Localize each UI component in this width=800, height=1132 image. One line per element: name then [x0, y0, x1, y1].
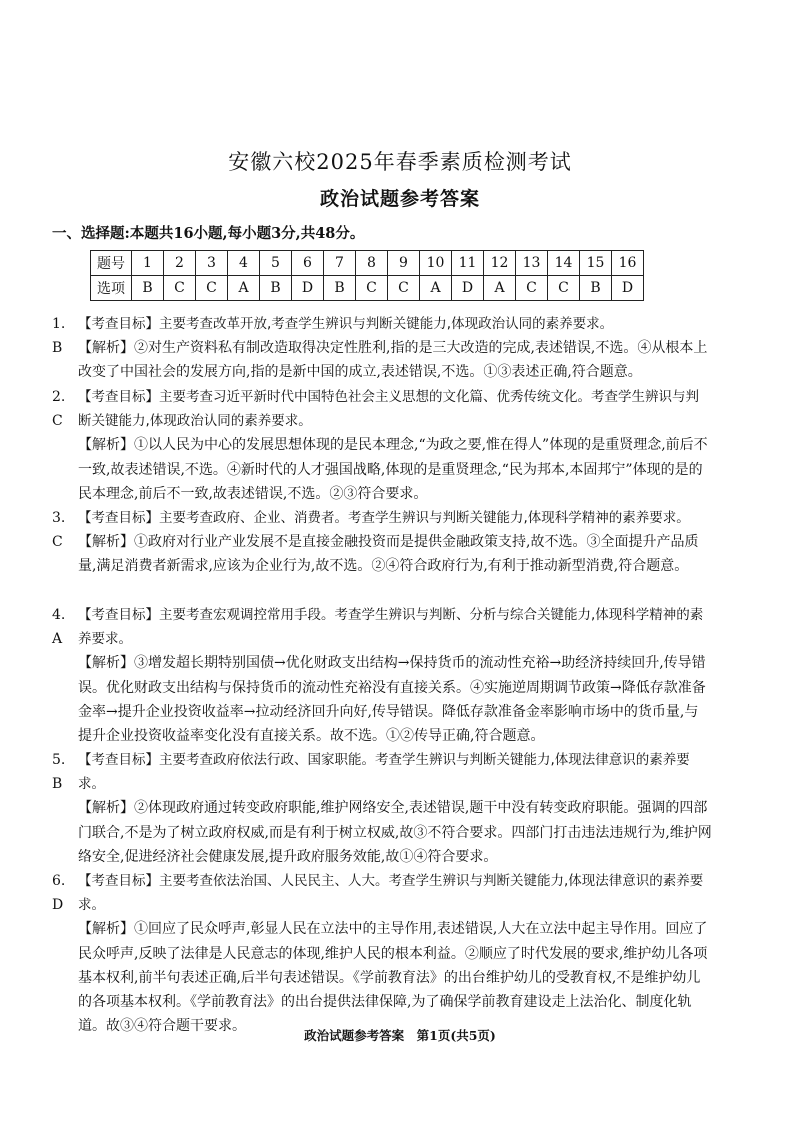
item-goal: 【考查目标】主要考查改革开放,考查学生辨识与判断关键能力,体现政治认同的素养要求。 — [78, 316, 614, 332]
question-number: 16 — [612, 251, 644, 276]
answer-letter: C — [164, 276, 196, 301]
item-goal: 【考查目标】主要考查依法治国、人民民主、人大。考查学生辨识与判断关键能力,体现法律意识的素养要求。 — [78, 873, 704, 914]
item-number: 1. B — [52, 316, 66, 357]
answer-table — [90, 250, 644, 301]
answer-letter: C — [548, 276, 580, 301]
table-row-label: 题号 — [91, 251, 132, 276]
question-number: 9 — [388, 251, 420, 276]
question-number: 8 — [356, 251, 388, 276]
question-number: 5 — [260, 251, 292, 276]
item-number: 6. D — [52, 873, 66, 914]
answer-letter: A — [228, 276, 260, 301]
answer-item-6 — [52, 869, 712, 1038]
page-footer: 政治试题参考答案 第1页(共5页) — [304, 1028, 496, 1043]
page-title: 安徽六校2025年春季素质检测考试 — [228, 150, 572, 174]
answer-table-answer-row — [91, 276, 644, 301]
question-number: 6 — [292, 251, 324, 276]
answer-letter: C — [356, 276, 388, 301]
item-number: 3. C — [52, 510, 66, 551]
answer-letter: C — [516, 276, 548, 301]
page-subtitle: 政治试题参考答案 — [319, 188, 480, 210]
answer-letter: B — [132, 276, 164, 301]
item-number: 2. C — [52, 389, 66, 430]
question-number: 13 — [516, 251, 548, 276]
answer-letter: A — [420, 276, 452, 301]
question-number: 4 — [228, 251, 260, 276]
answer-letter: D — [292, 276, 324, 301]
table-row-label: 选项 — [91, 276, 132, 301]
question-number: 15 — [580, 251, 612, 276]
answer-letter: D — [452, 276, 484, 301]
item-analysis: 【解析】②体现政府通过转变政府职能,维护网络安全,表述错误,题干中没有转变政府职能。强调的四部门联合,不是为了树立政府权威,而是有利于树立权威,故③不符合要求。四部门打击违法违规行为,维护网络安全,促进经济社会健康发展,提升政府服务效能,故①④符合要求。 — [78, 800, 712, 865]
answer-table-number-row — [91, 251, 644, 276]
item-goal: 【考查目标】主要考查习近平新时代中国特色社会主义思想的文化篇、优秀传统文化。考查学生辨识与判断关键能力,体现政治认同的素养要求。 — [78, 389, 699, 430]
question-number: 1 — [132, 251, 164, 276]
item-goal: 【考查目标】主要考查宏观调控常用手段。考查学生辨识与判断、分析与综合关键能力,体现科学精神的素养要求。 — [78, 607, 704, 648]
question-number: 11 — [452, 251, 484, 276]
question-number: 7 — [324, 251, 356, 276]
item-analysis: 【解析】③增发超长期特别国债→优化财政支出结构→保持货币的流动性充裕→助经济持续回升,传导错误。优化财政支出结构与保持货币的流动性充裕没有直接关系。④实施逆周期调节政策→降低存款准备金率→提升企业投资收益率→拉动经济回升向好,传导错误。降低存款准备金率影响市场中的货币量,与提升企业投资收益率变化没有直接关系。故不选。①②传导正确,符合题意。 — [78, 655, 706, 745]
question-number: 10 — [420, 251, 452, 276]
item-goal: 【考查目标】主要考查政府依法行政、国家职能。考查学生辨识与判断关键能力,体现法律意识的素养要求。 — [78, 752, 690, 793]
item-number: 5. B — [52, 752, 66, 793]
item-analysis: 【解析】①以人民为中心的发展思想体现的是民本理念,“为政之要,惟在得人”体现的是重贤理念,前后不一致,故表述错误,不选。④新时代的人才强国战略,体现的是重贤理念,“民为邦本,本固邦宁”体现的是的民本理念,前后不一致,故表述错误,不选。②③符合要求。 — [78, 437, 708, 502]
answer-letter: D — [612, 276, 644, 301]
answer-item-4 — [52, 603, 712, 748]
question-number: 3 — [196, 251, 228, 276]
item-analysis: 【解析】①回应了民众呼声,彰显人民在立法中的主导作用,表述错误,人大在立法中起主导作用。回应了民众呼声,反映了法律是人民意志的体现,维护人民的根本利益。②顺应了时代发展的要求,维护幼儿各项基本权利,前半句表述正确,后半句表述错误。《学前教育法》的出台维护幼儿的受教育权,不是维护幼儿的各项基本权利。《学前教育法》的出台提供法律保障,为了确保学前教育建设走上法治化、制度化轨道。故③④符合题干要求。 — [78, 921, 708, 1035]
answer-letter: B — [324, 276, 356, 301]
answer-item-1 — [52, 312, 712, 385]
item-number: 4. A — [52, 607, 66, 648]
answer-letter: C — [388, 276, 420, 301]
answer-letter: A — [484, 276, 516, 301]
section-heading: 一、选择题:本题共16小题,每小题3分,共48分。 — [52, 225, 365, 242]
question-number: 12 — [484, 251, 516, 276]
answer-item-2 — [52, 385, 712, 506]
answer-item-5 — [52, 748, 712, 869]
answer-item-3 — [52, 506, 712, 579]
answer-letter: C — [196, 276, 228, 301]
question-number: 14 — [548, 251, 580, 276]
answer-letter: B — [260, 276, 292, 301]
item-analysis: 【解析】①政府对行业产业发展不是直接金融投资而是提供金融政策支持,故不选。③全面提升产品质量,满足消费者新需求,应该为企业行为,故不选。②④符合政府行为,有利于推动新型消费,符合题意。 — [78, 534, 699, 575]
question-number: 2 — [164, 251, 196, 276]
item-goal: 【考查目标】主要考查政府、企业、消费者。考查学生辨识与判断关键能力,体现科学精神的素养要求。 — [78, 510, 690, 526]
answer-letter: B — [580, 276, 612, 301]
item-analysis: 【解析】②对生产资料私有制改造取得决定性胜利,指的是三大改造的完成,表述错误,不选。④从根本上改变了中国社会的发展方向,指的是新中国的成立,表述错误,不选。①③表述正确,符合题意。 — [78, 340, 708, 381]
